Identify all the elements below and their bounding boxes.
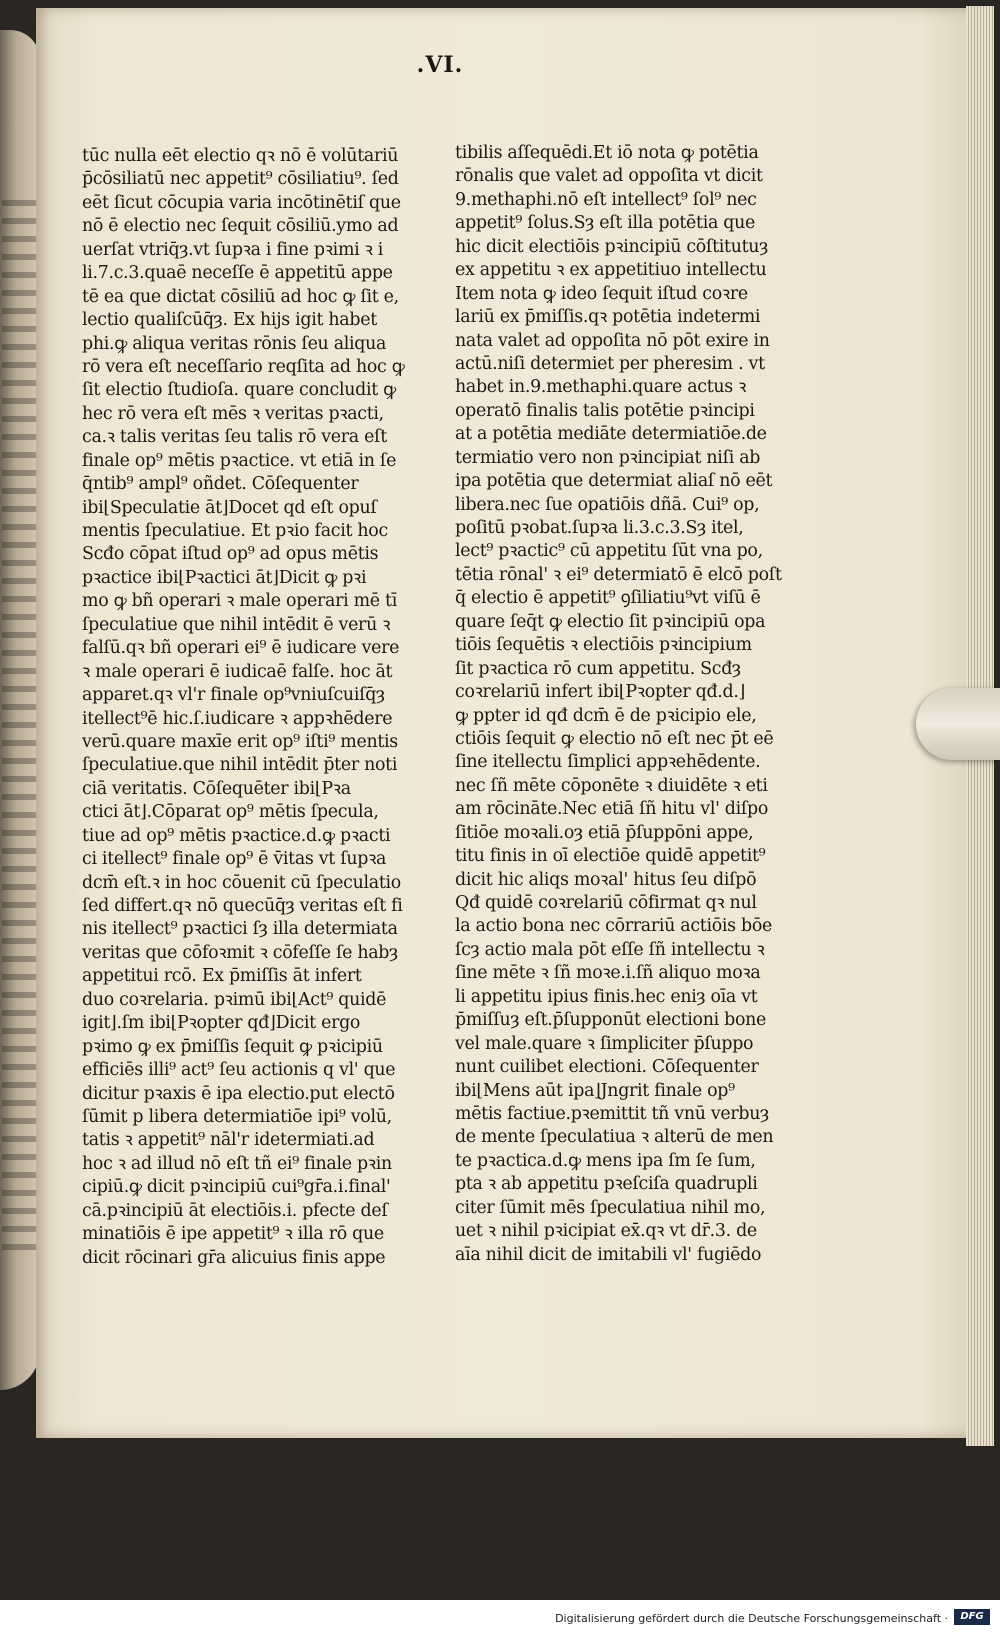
text-line: ſit electio ſtudioſa. quare concludit ꝙ (82, 380, 396, 401)
text-line: Item nota ꝙ ideo ſequit̄ iſtud coꝛre (455, 283, 748, 304)
text-line: libera.nec ſue opatiōis dñā. Cui⁹ op, (455, 494, 760, 515)
text-line: nata valet̄ ad oppoſita nō pōt exire in (455, 330, 770, 351)
text-line: operatō finalis talis potētie pꝛincipi (455, 400, 755, 421)
text-line: ſed differt.qꝛ nō quecūq̄ȝ veritas eſt fi (82, 896, 403, 916)
text-line: uerſat̄ vtriq̄ȝ.vt ſupꝛa i fine pꝛimi ꝛ i (82, 239, 384, 260)
text-line: am rōcināte.Nec etiā ſñ hitu vl' diſpo (455, 799, 769, 820)
text-line: p̄miſſuȝ eſt.p̄ſupponūt̄ electioni bone (455, 1010, 767, 1031)
left-text-column (82, 145, 412, 1270)
text-line: tatis ꝛ appetit⁹ nāl'r idetermiati.ad (82, 1130, 375, 1151)
text-line: dcm̄ eſt.ꝛ in hoc cōuenit cū ſpeculatio (82, 872, 401, 893)
text-line: mentis ſpeculatiue. Et pꝛio facit hoc (82, 521, 388, 541)
text-line: quare ſeq̄t̄ ꝙ electio ſit pꝛincipiū opa (455, 611, 766, 632)
book-clasp (916, 688, 1000, 760)
text-line: ibi⌊Mens aūt ipa⌋Jngrit finale op⁹ (455, 1080, 735, 1101)
text-line: aīa nihil dicit de imitabili vl' fugiēdo (455, 1244, 762, 1265)
text-line: tiōis ſequētis ꝛ electiōis pꝛincipium (455, 635, 752, 656)
text-line: ꝛ male operari ē iudicaē falſe. hoc āt (82, 661, 393, 682)
text-line: ſūmit̄ p libera determiatiōe ipi⁹ volū, (82, 1106, 392, 1127)
text-line: ibi⌊Speculatie āt⌋Docet qd eſt opuſ (82, 497, 377, 518)
text-line: ex appetitu ꝛ ex appetitiuo intellectu (455, 260, 767, 281)
text-line: pꝛactice ibi⌊Pꝛactici āt⌋Dicit ꝙ pꝛi (82, 567, 367, 588)
text-line: termiatio vero non pꝛincipiat̄ niſi ab (455, 447, 761, 468)
text-line: nō ē electio nec ſequit̄ cōsiliū.ymo ad (82, 216, 399, 237)
footer-credit: Digitalisierung gefördert durch die Deutsche Forschungsgemeinschaft · (555, 1612, 948, 1625)
text-line: pꝛimo ꝙ ex p̄miſſis ſequit̄ ꝙ pꝛicipiū (82, 1036, 383, 1057)
right-text-column (455, 142, 785, 1267)
text-line: ctiōis ſequit̄ ꝙ electio nō eſt nec p̄t eē (455, 728, 774, 749)
text-line: tē ea que dictat cōsiliū ad hoc ꝙ ſit e, (82, 286, 399, 307)
text-line: hoc ꝛ ad illud nō eſt tñ ei⁹ finale pꝛin (82, 1153, 392, 1174)
text-line: dicit̄ hic aliqs moꝛal' hitus ſeu diſpō (455, 869, 757, 890)
text-line: dicitur pꝛaxis ē ipa electio.put electō (82, 1083, 395, 1104)
text-line: ci itellect⁹ finale op⁹ ē v̄itas vt ſupꝛa (82, 849, 387, 870)
text-line: lariū ex p̄miſſis.qꝛ potētia indetermi (455, 307, 761, 328)
text-line: ca.ꝛ talis veritas ſeu talis rō vera eſt (82, 427, 387, 448)
text-line: appetitui rcō. Ex p̄miſſis āt infert (82, 966, 362, 987)
text-line: ſine itellectu ſimplici appꝛehēdente. (455, 752, 761, 773)
text-line: Qđ quidē coꝛrelariū cōfirmat̄ qꝛ nul (455, 893, 757, 913)
text-line: ſcȝ actio mala pōt eſſe ſñ intellectu ꝛ (455, 939, 765, 960)
text-line: ꝙ ppter id qđ dcm̄ ē de pꝛicipio ele, (455, 705, 757, 726)
text-line: coꝛrelariū infert ibi⌊Pꝛopter qđ.d.⌋ (455, 682, 746, 703)
dfg-logo: DFG (954, 1609, 990, 1625)
text-line: p̄cōsiliatū nec appetit⁹ cōsiliatiu⁹. ſed (82, 169, 399, 190)
text-line: efficiēs illi⁹ act⁹ ſeu actionis q vl' que (82, 1060, 396, 1081)
text-line: nis itellect⁹ pꝛactici ſȝ illa determiata (82, 919, 398, 940)
text-line: ctici āt⌋.Cōparat op⁹ mētis ſpecula, (82, 802, 379, 823)
text-line: finale op⁹ mētis pꝛactice. vt etiā in ſe (82, 450, 397, 471)
text-line: rō vera eſt neceſſario reqſita ad hoc ꝙ (82, 356, 405, 377)
text-line: actū.niſi determiet̄ per pheresim . vt (455, 353, 765, 374)
text-line: hic dicit̄ electiōis pꝛincipiū cōſtitutuȝ (455, 236, 768, 257)
text-line: igit̄⌋.ſm ibi⌊Pꝛopter qđ⌋Dicit ergo (82, 1013, 361, 1034)
text-line: dicit̄ rōcinari gr̄a alicuius finis appe (82, 1247, 386, 1268)
text-line: lect⁹ pꝛactic⁹ cū appetitu ſūt vna po, (455, 541, 763, 562)
text-line: appetit⁹ ſolus.Sȝ eſt illa potētia que (455, 213, 755, 234)
text-line: uet ꝛ nihil pꝛicipiat̄ ex̄.qꝛ vt dr̄.3. de (455, 1221, 757, 1242)
text-line: ſit pꝛactica rō cum appetitu. Scđȝ (455, 658, 741, 679)
text-line: q̄ electio ē appetit⁹ ꝯſiliatiu⁹vt viſū ē (455, 588, 761, 609)
text-line: li.7.c.3.quaē neceſſe ē appetitū appe (82, 263, 393, 284)
text-line: pta ꝛ ab appetitu pꝛeſciſa quadrupli (455, 1174, 758, 1195)
text-line: nunt̄ cuilibet electioni. Cōſequenter (455, 1057, 759, 1078)
text-line: mētis factiue.pꝛemittit tñ vnū verbuȝ (455, 1103, 769, 1124)
text-line: duo coꝛrelaria. pꝛimū ibi⌊Act⁹ quidē (82, 989, 387, 1010)
text-line: ciā veritatis. Cōſequēter ibi⌊Pꝛa (82, 778, 351, 799)
text-line: ſitiōe moꝛali.oȝ etiā p̄ſuppōni appe, (455, 822, 754, 843)
text-line: nec ſñ mēte cōponēte ꝛ diuidēte ꝛ eti (455, 775, 768, 796)
text-line: hec rō vera eſt mēs ꝛ veritas pꝛacti, (82, 403, 384, 424)
facing-page-text-bleed (2, 200, 36, 1250)
text-line: habet̄ in.9.methaphi.quare actus ꝛ (455, 377, 747, 398)
text-line: la actio bona nec cōrrariū actiōis bōe (455, 916, 773, 937)
text-line: 9.methaphi.nō eſt intellect⁹ ſol⁹ nec (455, 189, 757, 210)
text-line: citer ſūmit̄ mēs ſpeculatiua nihil mo, (455, 1197, 766, 1218)
folio-number: .VI. (416, 52, 464, 78)
text-line: cā.pꝛincipiū āt electiōis.i. pfecte deſ (82, 1200, 388, 1221)
text-line: mo ꝙ bñ operari ꝛ male operari mē tī (82, 591, 397, 612)
text-line: tūc nulla eēt electio qꝛ nō ē volūtariū (82, 146, 399, 166)
text-line: ſine mēte ꝛ ſñ moꝛe.i.ſñ aliquo moꝛa (455, 963, 761, 984)
text-line: lectio qualiſcūq̄ȝ. Ex hijs igit̄ habet (82, 310, 377, 331)
text-line: ſpeculatiue que nihil intēdit ē verū ꝛ (82, 614, 391, 635)
text-line: q̄ntib⁹ ampl⁹ oñdet̄. Cōſequenter (82, 474, 359, 495)
text-line: eēt ſicut cōcupia varia incōtinētiſ que (82, 192, 401, 213)
text-line: cipiū.ꝙ dicit̄ pꝛincipiū cui⁹gr̄a.i.final' (82, 1177, 391, 1198)
text-line: ipa potētia que determiat̄ aliaſ nō eēt (455, 471, 773, 492)
text-line: tiue ad op⁹ mētis pꝛactice.d.ꝙ pꝛacti (82, 825, 391, 846)
text-line: falſū.qꝛ bñ operari ei⁹ ē iudicare vere (82, 638, 400, 659)
text-line: poſitū pꝛobat̄.ſupꝛa li.3.c.3.Sȝ itel, (455, 518, 744, 538)
text-line: itellect⁹ē hic.ſ.iudicare ꝛ appꝛhēdere (82, 708, 393, 729)
text-line: ſpeculatiue.que nihil intēdit p̄ter noti (82, 755, 398, 776)
text-line: titu finis in oī electiōe quidē appetit⁹ (455, 846, 766, 867)
text-line: apparet.qꝛ vl'r finale op⁹vniuſcuiſq̄ȝ (82, 685, 385, 706)
text-line: li appetitu ipius finis.hec eniȝ oīa vt (455, 986, 758, 1007)
facing-page-edge (0, 30, 40, 1390)
text-line: rōnalis que valet ad oppoſita vt dicit̄ (455, 166, 763, 187)
text-line: Scđo cōpat iſtud op⁹ ad opus mētis (82, 544, 379, 565)
text-line: te pꝛactica.d.ꝙ mens ipa ſm ſe ſum, (455, 1150, 756, 1171)
text-line: tētia rōnal' ꝛ ei⁹ determiatō ē elcō poſt (455, 564, 782, 585)
text-line: vel male.quare ꝛ ſimpliciter p̄ſuppo (455, 1033, 754, 1054)
text-line: minatiōis ē ipe appetit⁹ ꝛ illa rō que (82, 1224, 384, 1245)
text-line: de mente ſpeculatiua ꝛ alterū de men (455, 1127, 774, 1148)
text-line: tibilis aſſequēdi.Et iō nota ꝙ potētia (455, 143, 759, 163)
text-line: at̄ a potētia mediāte determiatiōe.de (455, 424, 767, 445)
text-line: verū.quare maxīe erit op⁹ iſti⁹ mentis (82, 731, 398, 752)
text-line: phi.ꝙ aliqua veritas rōnis ſeu aliqua (82, 333, 387, 354)
text-line: veritas que cōfoꝛmit̄ ꝛ cōfeſſe ſe habȝ (82, 942, 398, 963)
